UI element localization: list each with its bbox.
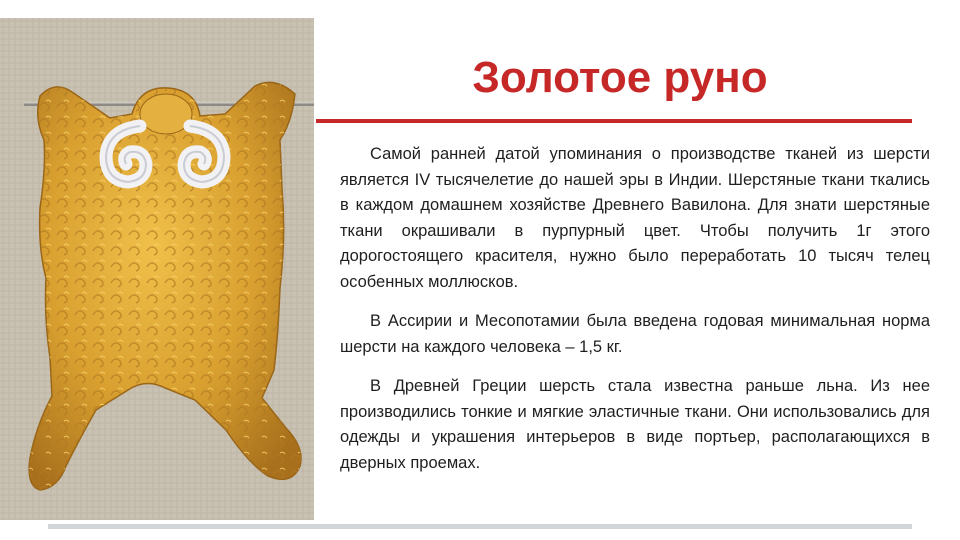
title-underline [316,119,912,123]
body-text [340,142,930,476]
footer-divider [48,524,912,529]
paragraph: Самой ранней датой упоминания о производстве тканей из шерсти является IV тысячелетие до нашей эры в Индии. Шерстяные ткани ткались в каждом домашнем хозяйстве Древнего Вавилона. Для знати шерстяные ткани окрашивали в пурпурный цвет. Чтобы получить 1г этого дорогостоящего красителя, нужно было переработать 10 тысяч телец особенных моллюсков. [340,145,930,291]
paragraph: В Ассирии и Месопотамии была введена годовая минимальная норма шерсти на каждого человека – 1,5 кг. [340,312,930,356]
page-title: Золотое руно [472,53,768,102]
paragraph: В Древней Греции шерсть стала известна раньше льна. Из нее производились тонкие и мягкие эластичные ткани. Они использовались для одежды и украшения интерьеров в виде портьер, располагающихся в дверных проемах. [340,377,930,472]
golden-fleece-photo [0,18,314,520]
